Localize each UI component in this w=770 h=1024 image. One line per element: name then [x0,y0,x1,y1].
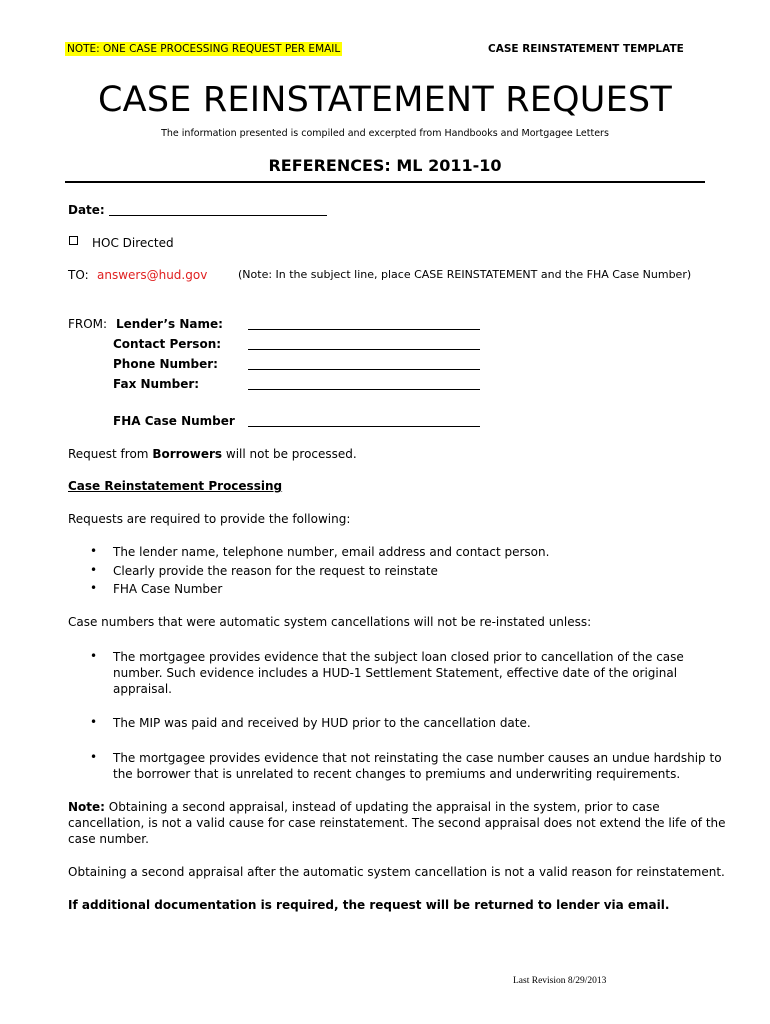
contact-person-field[interactable] [248,349,480,350]
processing-note: NOTE: ONE CASE PROCESSING REQUEST PER EMAIL [67,43,341,55]
fax-number-label: Fax Number: [113,377,200,391]
bullet: • [90,563,98,577]
list-item: FHA Case Number [113,582,223,596]
list-item: The lender name, telephone number, email address and contact person. [113,545,550,559]
to-email-link[interactable]: answers@hud.gov [97,268,208,282]
list-item-line: number. Such evidence includes a HUD-1 Settlement Statement, effective date of the original [113,666,678,680]
heading-rule [65,181,705,183]
template-label: CASE REINSTATEMENT TEMPLATE [488,43,684,55]
from-label: FROM: [68,317,108,331]
last-revision: Last Revision 8/29/2013 [513,976,607,986]
list-item-line: The mortgagee provides evidence that not reinstating the case number causes an undue hardship to [113,751,722,765]
lender-name-field[interactable] [248,329,480,330]
list-item-line: The mortgagee provides evidence that the subject loan closed prior to cancellation of the case [113,650,684,664]
lender-name-label: Lender’s Name: [116,317,223,331]
borrowers-statement: Request from Borrowers will not be processed. [68,447,357,461]
list-item: Clearly provide the reason for the request to reinstate [113,564,438,578]
note-line: case number. [68,832,149,846]
list-item-line: appraisal. [113,682,172,696]
bullet: • [90,750,98,764]
date-field[interactable] [109,215,327,216]
subject-line-note: (Note: In the subject line, place CASE REINSTATEMENT and the FHA Case Number) [238,268,692,281]
required-intro: Requests are required to provide the following: [68,512,351,526]
bullet: • [90,544,98,558]
bullet: • [90,715,98,729]
note-line: Note: Obtaining a second appraisal, instead of updating the appraisal in the system, prior to case [68,800,660,814]
references-heading: REFERENCES: ML 2011-10 [268,156,502,175]
phone-number-label: Phone Number: [113,357,218,371]
fha-case-number-field[interactable] [248,426,480,427]
list-item-line: the borrower that is unrelated to recent changes to premiums and underwriting requirements. [113,767,681,781]
additional-docs-statement: If additional documentation is required, the request will be returned to lender via email. [68,898,670,912]
page-title: CASE REINSTATEMENT REQUEST [98,80,672,120]
page-subtitle: The information presented is compiled and excerpted from Handbooks and Mortgagee Letters [161,128,609,139]
note-line: cancellation, is not a valid cause for case reinstatement. The second appraisal does not extend the life of the [68,816,726,830]
second-appraisal-statement: Obtaining a second appraisal after the automatic system cancellation is not a valid reason for reinstatement. [68,865,725,879]
date-label: Date: [68,203,105,217]
contact-person-label: Contact Person: [113,337,222,351]
hoc-directed-checkbox[interactable] [69,236,78,245]
fax-number-field[interactable] [248,389,480,390]
phone-number-field[interactable] [248,369,480,370]
processing-heading: Case Reinstatement Processing [68,479,283,493]
list-item-line: The MIP was paid and received by HUD prior to the cancellation date. [113,716,531,730]
bullet: • [90,581,98,595]
fha-case-number-label: FHA Case Number [113,414,235,428]
unless-intro: Case numbers that were automatic system cancellations will not be re-instated unless: [68,615,592,629]
to-label: TO: [68,268,89,282]
hoc-directed-label: HOC Directed [92,236,174,250]
bullet: • [90,649,98,663]
